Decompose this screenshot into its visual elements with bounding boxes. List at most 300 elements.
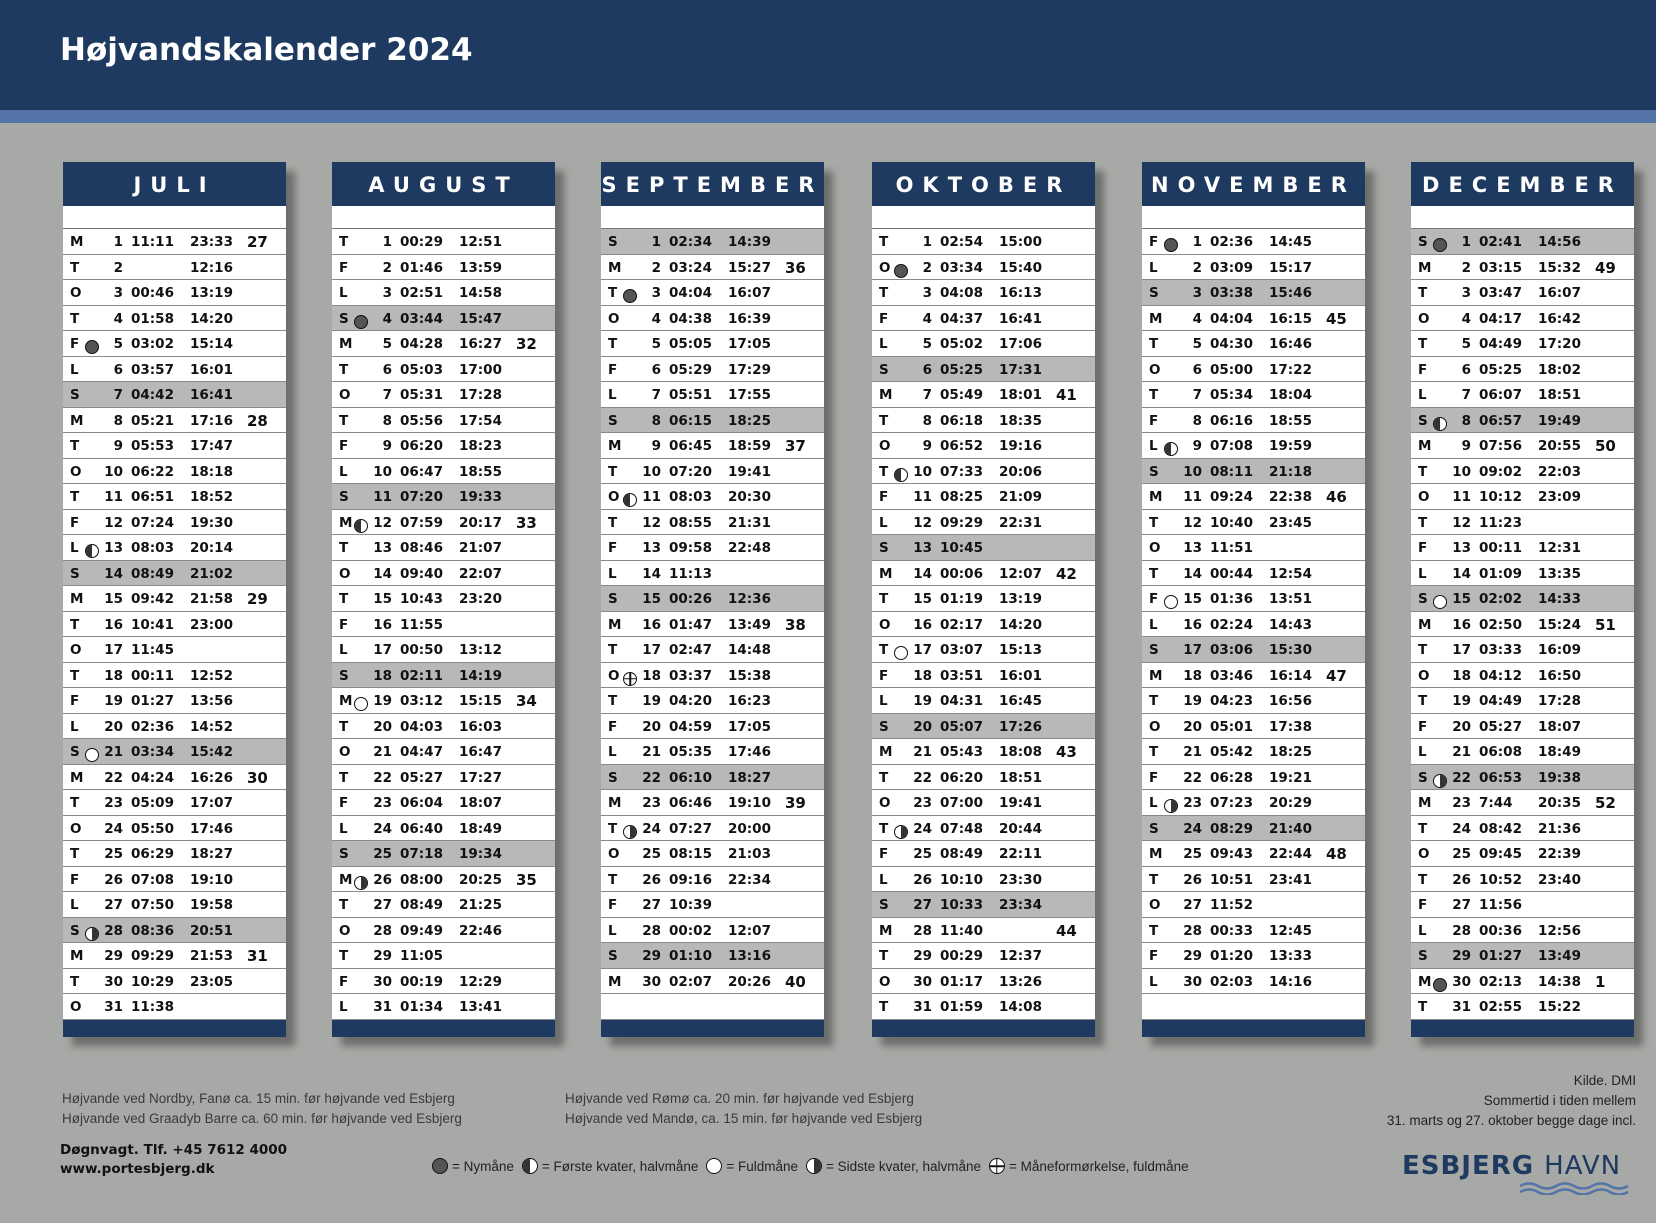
weekday-letter: O — [608, 489, 620, 505]
weekday-letter: L — [1149, 973, 1158, 990]
high-tide-1: 11:55 — [400, 616, 443, 633]
day-row — [872, 688, 1095, 714]
high-tide-2: 20:14 — [190, 540, 233, 556]
day-row — [1411, 306, 1634, 332]
weekday-letter: T — [70, 489, 80, 505]
weekday-letter: L — [339, 999, 348, 1015]
weekday-letter: T — [1149, 336, 1159, 352]
day-number: 23 — [104, 795, 123, 811]
day-number: 8 — [922, 412, 932, 429]
day-row — [332, 229, 555, 255]
high-tide-1: 08:49 — [131, 565, 174, 582]
new-moon-icon — [354, 315, 368, 329]
day-row — [1411, 892, 1634, 918]
day-row — [601, 484, 824, 510]
day-row — [1142, 382, 1365, 408]
day-row — [1411, 994, 1634, 1020]
high-tide-1: 10:12 — [1479, 489, 1522, 505]
weekday-letter: O — [1149, 361, 1161, 378]
day-number: 10 — [104, 463, 123, 480]
high-tide-1: 09:40 — [400, 565, 443, 582]
day-number: 3 — [922, 285, 932, 301]
day-number: 29 — [1452, 948, 1471, 964]
high-tide-1: 03:37 — [669, 667, 712, 684]
day-row — [872, 943, 1095, 969]
day-number: 3 — [1461, 285, 1471, 301]
weekday-letter: T — [70, 846, 80, 862]
weekday-letter: S — [608, 591, 618, 607]
high-tide-2: 15:32 — [1538, 259, 1581, 276]
day-number: 20 — [642, 718, 661, 735]
high-tide-1: 08:49 — [400, 897, 443, 913]
website-link[interactable]: www.portesbjerg.dk — [60, 1161, 215, 1177]
day-row — [63, 280, 286, 306]
high-tide-1: 06:46 — [669, 795, 712, 811]
day-number: 1 — [1192, 234, 1202, 250]
day-number: 4 — [651, 310, 661, 327]
day-list — [1411, 229, 1634, 1020]
high-tide-1: 07:20 — [400, 489, 443, 505]
day-number: 15 — [642, 591, 661, 607]
high-tide-1: 05:53 — [131, 438, 174, 454]
moon-phase-icon — [1433, 769, 1448, 784]
week-number: 37 — [785, 437, 806, 455]
day-number: 17 — [913, 642, 932, 658]
day-row — [601, 255, 824, 281]
day-row — [872, 357, 1095, 383]
high-tide-2: 13:16 — [728, 948, 771, 964]
day-number: 12 — [104, 514, 123, 531]
high-tide-1: 01:58 — [131, 310, 174, 327]
high-tide-1: 05:21 — [131, 412, 174, 429]
week-number: 38 — [785, 615, 806, 634]
week-number: 34 — [516, 692, 537, 710]
day-number: 30 — [1452, 973, 1471, 990]
day-row — [332, 535, 555, 561]
weekday-letter: T — [339, 948, 349, 964]
day-number: 28 — [373, 922, 392, 939]
weekday-letter: T — [608, 336, 618, 352]
day-row — [601, 586, 824, 612]
high-tide-1: 02:11 — [400, 667, 443, 684]
high-tide-2: 17:55 — [728, 387, 771, 403]
weekday-letter: T — [879, 948, 889, 964]
high-tide-1: 02:55 — [1479, 999, 1522, 1015]
weekday-letter: T — [608, 463, 618, 480]
weekday-letter: L — [879, 871, 888, 888]
high-tide-2: 16:09 — [1538, 642, 1581, 658]
day-row — [601, 841, 824, 867]
day-row — [601, 688, 824, 714]
high-tide-1: 06:20 — [400, 438, 443, 454]
day-number: 30 — [1183, 973, 1202, 990]
weekday-letter: L — [1418, 744, 1427, 760]
moon-phase-icon — [1433, 412, 1448, 427]
weekday-letter: S — [1149, 285, 1159, 301]
high-tide-1: 05:25 — [940, 361, 983, 378]
high-tide-1: 06:51 — [131, 489, 174, 505]
weekday-letter: O — [70, 820, 82, 837]
high-tide-1: 01:20 — [1210, 948, 1253, 964]
day-number: 27 — [1183, 897, 1202, 913]
day-row — [63, 255, 286, 281]
high-tide-2: 18:25 — [1269, 744, 1312, 760]
high-tide-1: 05:29 — [669, 361, 712, 378]
day-row — [1411, 739, 1634, 765]
high-tide-1: 08:03 — [131, 540, 174, 556]
day-row — [63, 433, 286, 459]
day-number: 22 — [1183, 769, 1202, 786]
weekday-letter: S — [339, 846, 349, 862]
day-row — [601, 612, 824, 638]
high-tide-1: 07:50 — [131, 897, 174, 913]
high-tide-1: 04:12 — [1479, 667, 1522, 684]
weekday-letter: T — [70, 310, 80, 327]
month-title: OKTOBER — [872, 162, 1095, 206]
high-tide-2: 16:45 — [999, 693, 1042, 709]
high-tide-2: 15:22 — [1538, 999, 1581, 1015]
legend-item — [806, 1158, 981, 1174]
day-number: 28 — [1183, 922, 1202, 939]
weekday-letter: M — [70, 948, 84, 964]
high-tide-2: 18:25 — [728, 412, 771, 429]
week-number: 48 — [1326, 845, 1347, 863]
high-tide-2: 14:38 — [1538, 973, 1581, 990]
high-tide-2: 23:41 — [1269, 871, 1312, 888]
high-tide-1: 03:09 — [1210, 259, 1253, 276]
day-number: 5 — [651, 336, 661, 352]
high-tide-2: 16:41 — [999, 310, 1042, 327]
weekday-letter: T — [879, 999, 889, 1015]
day-row — [601, 535, 824, 561]
high-tide-1: 06:47 — [400, 463, 443, 480]
month-title: AUGUST — [332, 162, 555, 206]
day-number: 8 — [1461, 412, 1471, 429]
summertime-dates: 31. marts og 27. oktober begge dage incl. — [1386, 1113, 1636, 1128]
high-tide-2: 23:00 — [190, 616, 233, 633]
high-tide-2: 22:03 — [1538, 463, 1581, 480]
high-tide-1: 07:08 — [1210, 438, 1253, 454]
high-tide-2: 16:56 — [1269, 693, 1312, 709]
weekday-letter: L — [1418, 565, 1427, 582]
weekday-letter: T — [1418, 871, 1428, 888]
high-tide-1: 05:00 — [1210, 361, 1253, 378]
month-column-september — [601, 162, 824, 1037]
weekday-letter: S — [1149, 463, 1159, 480]
day-number: 18 — [642, 667, 661, 684]
weekday-letter: T — [1418, 514, 1428, 531]
day-row — [63, 943, 286, 969]
weekday-letter: T — [879, 412, 889, 429]
full-moon-icon — [354, 697, 368, 711]
weekday-letter: M — [608, 616, 622, 633]
high-tide-2: 19:34 — [459, 846, 502, 862]
day-number: 11 — [913, 489, 932, 505]
week-number: 36 — [785, 258, 806, 277]
moon-phase-icon — [1164, 437, 1179, 452]
day-number: 25 — [1183, 846, 1202, 862]
day-row — [872, 280, 1095, 306]
high-tide-2: 15:24 — [1538, 616, 1581, 633]
day-row — [332, 331, 555, 357]
day-row — [601, 918, 824, 944]
moon-phase-icon — [1433, 590, 1448, 605]
day-number: 15 — [913, 591, 932, 607]
weekday-letter: F — [608, 718, 618, 735]
day-number: 2 — [922, 259, 932, 276]
day-row — [1411, 867, 1634, 893]
high-tide-2: 17:27 — [459, 769, 502, 786]
day-row — [63, 229, 286, 255]
day-row — [872, 918, 1095, 944]
note-line: Højvande ved Graadyb Barre ca. 60 min. før højvande ved Esbjerg — [62, 1111, 462, 1126]
day-row — [1411, 816, 1634, 842]
week-number: 1 — [1595, 972, 1606, 991]
full-moon-icon — [85, 748, 99, 762]
high-tide-1: 00:06 — [940, 565, 983, 582]
day-number: 13 — [642, 540, 661, 556]
day-number: 4 — [922, 310, 932, 327]
high-tide-2: 13:33 — [1269, 948, 1312, 964]
week-number: 30 — [247, 768, 268, 787]
day-row — [872, 994, 1095, 1020]
day-number: 16 — [373, 616, 392, 633]
high-tide-1: 06:40 — [400, 820, 443, 837]
high-tide-2: 20:51 — [190, 922, 233, 939]
moon-phase-icon — [1164, 794, 1179, 809]
high-tide-1: 05:35 — [669, 744, 712, 760]
day-row — [1411, 459, 1634, 485]
high-tide-1: 05:43 — [940, 744, 983, 760]
high-tide-1: 09:49 — [400, 922, 443, 939]
high-tide-2: 16:47 — [459, 744, 502, 760]
day-row — [1411, 765, 1634, 791]
high-tide-1: 05:09 — [131, 795, 174, 811]
day-row — [1142, 969, 1365, 995]
day-number: 7 — [113, 387, 123, 403]
weekday-letter: S — [339, 667, 349, 684]
month-column-december — [1411, 162, 1634, 1037]
day-number: 5 — [113, 336, 123, 352]
phone-number: Døgnvagt. Tlf. +45 7612 4000 — [60, 1142, 288, 1158]
weekday-letter: S — [70, 565, 80, 582]
high-tide-2: 18:35 — [999, 412, 1042, 429]
high-tide-1: 02:36 — [131, 718, 174, 735]
weekday-letter: M — [879, 565, 893, 582]
day-number: 6 — [382, 361, 392, 378]
day-row — [1411, 943, 1634, 969]
high-tide-1: 06:16 — [1210, 412, 1253, 429]
day-row — [872, 790, 1095, 816]
day-number: 5 — [1461, 336, 1471, 352]
weekday-letter: O — [1418, 846, 1430, 862]
page-title: Højvandskalender 2024 — [60, 32, 473, 68]
high-tide-1: 04:17 — [1479, 310, 1522, 327]
day-number: 12 — [913, 514, 932, 531]
day-number: 17 — [373, 642, 392, 658]
day-row — [601, 943, 824, 969]
high-tide-1: 11:11 — [131, 234, 174, 250]
day-number: 18 — [1183, 667, 1202, 684]
high-tide-2: 18:49 — [459, 820, 502, 837]
weekday-letter: F — [339, 259, 349, 276]
high-tide-1: 10:39 — [669, 897, 712, 913]
high-tide-2: 13:51 — [1269, 591, 1312, 607]
weekday-letter: S — [879, 897, 889, 913]
high-tide-1: 01:09 — [1479, 565, 1522, 582]
weekday-letter: T — [1418, 336, 1428, 352]
high-tide-2: 17:07 — [190, 795, 233, 811]
high-tide-1: 04:23 — [1210, 693, 1253, 709]
weekday-letter: T — [1149, 387, 1159, 403]
day-number: 31 — [104, 999, 123, 1015]
month-footer — [601, 1020, 824, 1037]
high-tide-2: 17:05 — [728, 336, 771, 352]
weekday-letter: M — [1149, 489, 1163, 505]
high-tide-2: 18:59 — [728, 438, 771, 454]
weekday-letter: O — [879, 438, 891, 454]
high-tide-1: 05:07 — [940, 718, 983, 735]
high-tide-1: 06:10 — [669, 769, 712, 786]
day-number: 24 — [642, 820, 661, 837]
day-row — [601, 510, 824, 536]
weekday-letter: S — [1418, 234, 1428, 250]
month-title: SEPTEMBER — [601, 162, 824, 206]
day-row — [1411, 586, 1634, 612]
weekday-letter: M — [1418, 795, 1432, 811]
day-row — [63, 765, 286, 791]
high-tide-1: 05:03 — [400, 361, 443, 378]
high-tide-1: 00:44 — [1210, 565, 1253, 582]
high-tide-2: 22:07 — [459, 565, 502, 582]
weekday-letter: L — [1149, 616, 1158, 633]
day-number: 16 — [913, 616, 932, 633]
high-tide-2: 21:40 — [1269, 820, 1312, 837]
month-spacer — [1411, 206, 1634, 229]
high-tide-1: 01:59 — [940, 999, 983, 1015]
full-moon-icon — [894, 646, 908, 660]
day-number: 4 — [113, 310, 123, 327]
high-tide-2: 20:29 — [1269, 795, 1312, 811]
day-number: 24 — [1183, 820, 1202, 837]
high-tide-1: 07:08 — [131, 871, 174, 888]
high-tide-1: 09:24 — [1210, 489, 1253, 505]
weekday-letter: O — [879, 973, 891, 990]
day-row — [1142, 510, 1365, 536]
day-number: 10 — [642, 463, 661, 480]
high-tide-1: 04:49 — [1479, 693, 1522, 709]
week-number: 46 — [1326, 488, 1347, 506]
day-number: 26 — [1452, 871, 1471, 888]
day-row — [63, 510, 286, 536]
weekday-letter: F — [608, 361, 618, 378]
high-tide-2: 17:28 — [1538, 693, 1581, 709]
weekday-letter: S — [339, 310, 349, 327]
legend-label: = Nymåne — [452, 1158, 514, 1174]
weekday-letter: T — [70, 973, 80, 990]
day-number: 15 — [1183, 591, 1202, 607]
high-tide-1: 00:50 — [400, 642, 443, 658]
weekday-letter: L — [339, 642, 348, 658]
weekday-letter: L — [70, 361, 79, 378]
high-tide-2: 14:43 — [1269, 616, 1312, 633]
high-tide-1: 04:24 — [131, 769, 174, 786]
legend-item — [706, 1158, 798, 1174]
day-number: 7 — [382, 387, 392, 403]
day-row — [63, 969, 286, 995]
high-tide-2: 19:59 — [1269, 438, 1312, 454]
high-tide-1: 00:33 — [1210, 922, 1253, 939]
weekday-letter: S — [1418, 591, 1428, 607]
high-tide-2: 12:56 — [1538, 922, 1581, 939]
legend-item — [522, 1158, 698, 1174]
high-tide-1: 02:34 — [669, 234, 712, 250]
notes-middle — [565, 1089, 922, 1129]
high-tide-2: 16:42 — [1538, 310, 1581, 327]
day-row — [1142, 943, 1365, 969]
weekday-letter: O — [1149, 897, 1161, 913]
high-tide-1: 08:29 — [1210, 820, 1253, 837]
high-tide-2: 20:44 — [999, 820, 1042, 837]
moon-phase-icon — [623, 667, 638, 682]
new-moon-icon — [85, 340, 99, 354]
day-row — [601, 382, 824, 408]
weekday-letter: F — [339, 973, 349, 990]
high-tide-1: 01:47 — [669, 616, 712, 633]
high-tide-2: 14:19 — [459, 667, 502, 684]
legend-item — [432, 1158, 514, 1174]
weekday-letter: M — [879, 922, 893, 939]
high-tide-1: 02:41 — [1479, 234, 1522, 250]
high-tide-1: 00:11 — [131, 667, 174, 684]
day-row — [1142, 994, 1365, 1020]
month-footer — [1142, 1020, 1365, 1037]
high-tide-2: 21:07 — [459, 540, 502, 556]
high-tide-2: 20:30 — [728, 489, 771, 505]
weekday-letter: S — [1149, 820, 1159, 837]
day-number: 21 — [373, 744, 392, 760]
day-number: 20 — [913, 718, 932, 735]
day-row — [872, 663, 1095, 689]
month-footer — [332, 1020, 555, 1037]
high-tide-1: 05:05 — [669, 336, 712, 352]
weekday-letter: T — [70, 616, 80, 633]
weekday-letter: T — [1418, 693, 1428, 709]
last-moon-icon — [1164, 799, 1178, 813]
day-number: 28 — [642, 922, 661, 939]
high-tide-1: 01:46 — [400, 259, 443, 276]
weekday-letter: T — [70, 438, 80, 454]
day-number: 13 — [913, 540, 932, 556]
weekday-letter: O — [879, 616, 891, 633]
high-tide-1: 09:29 — [940, 514, 983, 531]
high-tide-2: 15:17 — [1269, 259, 1312, 276]
esbjerg-havn-logo — [1402, 1151, 1630, 1195]
weekday-letter: M — [608, 438, 622, 454]
day-number: 23 — [373, 795, 392, 811]
weekday-letter: F — [608, 540, 618, 556]
high-tide-2: 22:34 — [728, 871, 771, 888]
weekday-letter: L — [879, 336, 888, 352]
high-tide-2: 18:07 — [459, 795, 502, 811]
day-row — [63, 408, 286, 434]
day-row — [63, 790, 286, 816]
high-tide-2: 20:00 — [728, 820, 771, 837]
high-tide-1: 06:18 — [940, 412, 983, 429]
high-tide-1: 11:56 — [1479, 897, 1522, 913]
day-number: 9 — [1192, 438, 1202, 454]
day-row — [63, 586, 286, 612]
